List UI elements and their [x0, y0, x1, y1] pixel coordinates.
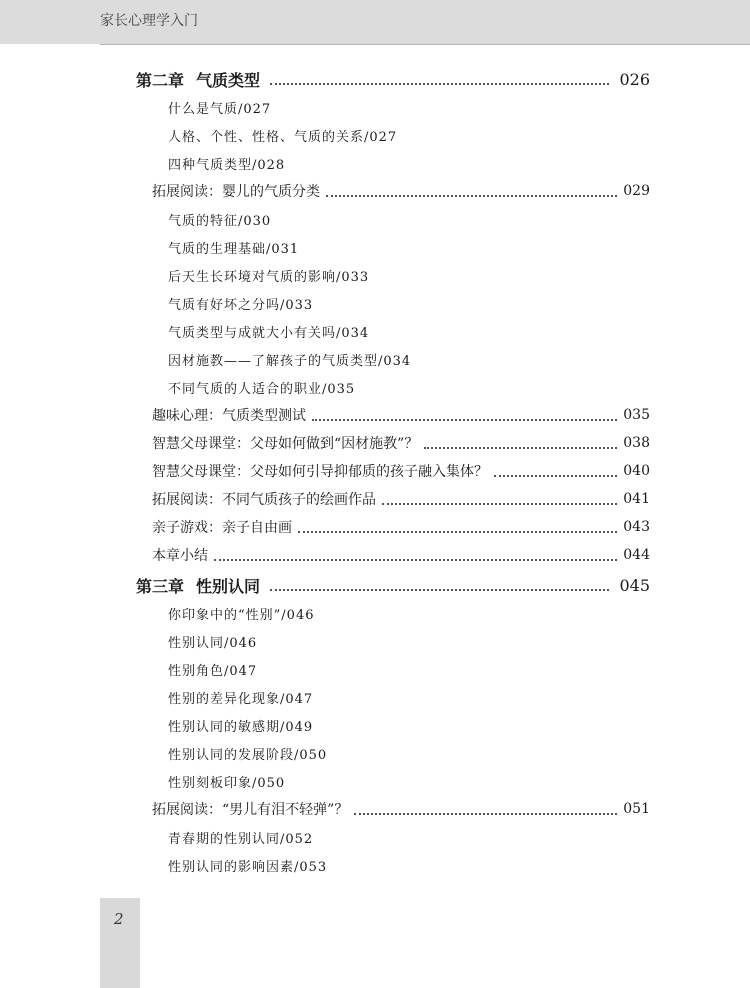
dot-leader: [354, 812, 617, 815]
entry-page: 038: [623, 435, 650, 451]
entry-title: 趣味心理：气质类型测试: [152, 408, 306, 424]
toc-entry[interactable]: [152, 458, 650, 484]
entry-title: 智慧父母课堂：父母如何做到“因材施教”？: [152, 436, 419, 452]
toc-chapter[interactable]: [136, 66, 650, 92]
book-title: 家长心理学入门: [100, 13, 198, 29]
entry-title: 拓展阅读：不同气质孩子的绘画作品: [152, 492, 376, 508]
toc-entry[interactable]: [152, 486, 650, 512]
header-divider: [100, 44, 750, 45]
chapter-label: 第二章: [136, 70, 185, 90]
chapter-title: 气质类型: [196, 70, 261, 90]
toc-subentry[interactable]: 青春期的性别认同/052: [168, 831, 314, 847]
entry-title: 拓展阅读：婴儿的气质分类: [152, 184, 320, 200]
entry-page: 051: [623, 801, 650, 817]
dot-leader: [326, 194, 617, 197]
toc-entry[interactable]: [152, 402, 650, 428]
toc-subentry[interactable]: 性别角色/047: [168, 663, 258, 679]
toc-subentry[interactable]: 不同气质的人适合的职业/035: [168, 381, 356, 397]
dot-leader: [312, 418, 617, 421]
toc-subentry[interactable]: 气质的生理基础/031: [168, 241, 300, 257]
toc-subentry[interactable]: 气质类型与成就大小有关吗/034: [168, 325, 370, 341]
chapter-page: 045: [619, 575, 650, 595]
toc-entry[interactable]: [152, 514, 650, 540]
entry-title: 拓展阅读：“男儿有泪不轻弹”？: [152, 802, 349, 818]
entry-page: 040: [623, 463, 650, 479]
chapter-page: 026: [619, 69, 650, 89]
toc-subentry[interactable]: 后天生长环境对气质的影响/033: [168, 269, 370, 285]
toc-subentry[interactable]: 你印象中的“性别”/046: [168, 607, 315, 623]
toc-entry[interactable]: [152, 542, 650, 568]
toc-subentry[interactable]: 气质有好坏之分吗/033: [168, 297, 314, 313]
page-number: 2: [114, 910, 124, 928]
dot-leader: [424, 446, 617, 449]
dot-leader: [270, 588, 609, 591]
toc-subentry[interactable]: 性别认同的敏感期/049: [168, 719, 314, 735]
toc-subentry[interactable]: 性别刻板印象/050: [168, 775, 286, 791]
dot-leader: [494, 474, 617, 477]
toc-entry[interactable]: [152, 430, 650, 456]
entry-page: 044: [623, 547, 650, 563]
toc-entry[interactable]: [152, 178, 650, 204]
entry-title: 本章小结: [152, 548, 208, 564]
chapter-label: 第三章: [136, 576, 185, 596]
entry-page: 043: [623, 519, 650, 535]
toc-subentry[interactable]: 气质的特征/030: [168, 213, 272, 229]
dot-leader: [270, 82, 609, 85]
dot-leader: [298, 530, 617, 533]
toc-subentry[interactable]: 性别认同的发展阶段/050: [168, 747, 328, 763]
toc-chapter[interactable]: [136, 572, 650, 598]
dot-leader: [382, 502, 617, 505]
entry-title: 亲子游戏：亲子自由画: [152, 520, 292, 536]
toc-subentry[interactable]: 因材施教——了解孩子的气质类型/034: [168, 353, 412, 369]
toc-subentry[interactable]: 性别认同/046: [168, 635, 258, 651]
entry-title: 智慧父母课堂：父母如何引导抑郁质的孩子融入集体？: [152, 464, 488, 480]
toc-subentry[interactable]: 什么是气质/027: [168, 101, 272, 117]
entry-page: 035: [623, 407, 650, 423]
toc-subentry[interactable]: 性别认同的影响因素/053: [168, 859, 328, 875]
toc-subentry[interactable]: 性别的差异化现象/047: [168, 691, 314, 707]
toc-subentry[interactable]: 四种气质类型/028: [168, 157, 286, 173]
toc-entry[interactable]: [152, 796, 650, 822]
dot-leader: [214, 558, 617, 561]
chapter-title: 性别认同: [196, 576, 261, 596]
entry-page: 029: [623, 183, 650, 199]
toc-subentry[interactable]: 人格、个性、性格、气质的关系/027: [168, 129, 398, 145]
entry-page: 041: [623, 491, 650, 507]
